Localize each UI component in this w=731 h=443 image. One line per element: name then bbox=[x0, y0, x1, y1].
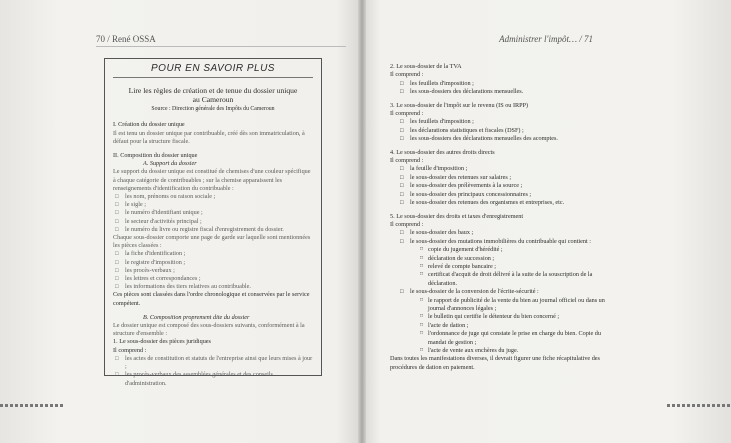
bullet-list bbox=[113, 250, 313, 291]
block-heading: 5. Le sous-dossier des droits et taxes d'enregistrement bbox=[390, 212, 524, 220]
list-item: □ copie du jugement d'hérédité ; bbox=[420, 246, 616, 254]
section-heading: II. Composition du dossier unique bbox=[113, 152, 198, 160]
list-item: □ le rapport de publicité de la vente du bien au journal officiel ou dans un journal d'annonces légales ; bbox=[420, 297, 616, 314]
header-rule bbox=[96, 46, 346, 47]
list-item: □ le sous-dossier des baux ; bbox=[400, 229, 616, 237]
list-item: □ les procès-verbaux ; bbox=[113, 267, 313, 275]
block-heading: 3. Le sous-dossier de l'impôt sur le revenu (IS ou IRPP) bbox=[390, 101, 529, 109]
running-head-right: Administrer l'impôt… / 71 bbox=[499, 34, 593, 44]
list-item: □ certificat d'acquit de droit délivré à la suite de la souscription de la déclaration. bbox=[420, 271, 616, 288]
page-edge-marks bbox=[667, 404, 731, 407]
list-item: □ la feuille d'imposition ; bbox=[400, 165, 616, 173]
check-list bbox=[390, 118, 616, 143]
right-page-body bbox=[390, 58, 616, 372]
list-item: □ le registre d'imposition ; bbox=[113, 259, 313, 267]
bullet-list bbox=[113, 355, 313, 388]
sub-list bbox=[390, 297, 616, 356]
list-item: □ l'acte de dation ; bbox=[420, 322, 616, 330]
list-item: □ les procès-verbaux des assemblées générales et des conseils d'administration. bbox=[113, 371, 313, 387]
numbered-intro: Il comprend : bbox=[113, 346, 147, 354]
section-paragraph: Il est tenu un dossier unique par contribuable, créé dès son immatriculation, à défaut pour la structure fiscale. bbox=[113, 129, 305, 145]
check-list bbox=[390, 229, 616, 246]
list-item: □ le sigle ; bbox=[113, 201, 313, 209]
list-item: □ le numéro du livre ou registre fiscal d'enregistrement du dossier. bbox=[113, 226, 313, 234]
section-heading: I. Création du dossier unique bbox=[113, 121, 185, 129]
section-subheading: B. Composition proprement dite du dossier bbox=[143, 313, 250, 321]
list-item: □ l'ordonnance de juge qui constate le prise en charge du bien. Copie du mandat de gestion ; bbox=[420, 330, 616, 347]
block-closing: Dans toutes les manifestations diverses, il devrait figurer une fiche récapitulative des procédures de dation en paiement. bbox=[390, 355, 600, 371]
list-item: □ les feuillets d'imposition ; bbox=[400, 80, 616, 88]
info-box bbox=[104, 58, 322, 387]
check-list bbox=[390, 288, 616, 296]
bullet-list bbox=[113, 193, 313, 234]
list-item: □ le sous-dossier des mutations immobilières du contribuable qui contient : bbox=[400, 238, 616, 246]
numbered-heading: 1. Le sous-dossier des pièces juridiques bbox=[113, 338, 211, 346]
list-item: □ le bulletin qui certifie le détenteur du bien concerné ; bbox=[420, 313, 616, 321]
block-heading: 4. Le sous-dossier des autres droits directs bbox=[390, 148, 495, 156]
list-item: □ le sous-dossier des prélèvements à la source ; bbox=[400, 182, 616, 190]
box-subtitle: Lire les règles de création et de tenue du dossier unique au Cameroun bbox=[128, 86, 298, 105]
check-list bbox=[390, 165, 616, 207]
section-subheading: A. Support du dossier bbox=[143, 160, 197, 168]
list-item: □ les lettres et correspondances ; bbox=[113, 275, 313, 283]
block-intro: Il comprend : bbox=[390, 157, 424, 165]
box-title: POUR EN SAVOIR PLUS bbox=[113, 65, 313, 78]
section-paragraph: Ces pièces sont classées dans l'ordre chronologique et conservées par le service compétent. bbox=[113, 291, 310, 307]
list-item: □ le sous-dossier des principaux concessionnaires ; bbox=[400, 191, 616, 199]
list-item: □ le numéro d'identifiant unique ; bbox=[113, 209, 313, 217]
block-intro: Il comprend : bbox=[390, 71, 424, 79]
block-intro: Il comprend : bbox=[390, 110, 424, 118]
box-source: Source : Direction générale des Impôts du Cameroun bbox=[151, 106, 275, 113]
list-item: □ l'acte de vente aux enchères du juge. bbox=[420, 347, 616, 355]
section-paragraph: Le support du dossier unique est constitué de chemises d'une couleur spécifique à chaque catégorie de contribuables ; sur la chemise apparaissent les renseignements d'identification du contribuable : bbox=[113, 168, 311, 192]
list-item: □ les feuillets d'imposition ; bbox=[400, 118, 616, 126]
list-item: □ les informations des tiers relatives au contribuable. bbox=[113, 283, 313, 291]
page-edge-marks bbox=[0, 404, 64, 407]
list-item: □ les actes de constitution et statuts de l'entreprise ainsi que leurs mises à jour ; bbox=[113, 355, 313, 371]
check-list bbox=[390, 80, 616, 97]
left-page bbox=[0, 0, 362, 443]
right-page bbox=[366, 0, 731, 443]
list-item: □ les nom, prénoms ou raison sociale ; bbox=[113, 193, 313, 201]
sub-list bbox=[390, 246, 616, 288]
book-gutter bbox=[358, 0, 366, 443]
list-item: □ le sous-dossier de la conversion de l'écrite-sécurité : bbox=[400, 288, 616, 296]
block-intro: Il comprend : bbox=[390, 220, 424, 228]
list-item: □ déclaration de succession ; bbox=[420, 255, 616, 263]
list-item: □ le sous-dossier des retenues des organismes et entreprises, etc. bbox=[400, 199, 616, 207]
section-paragraph: Le dossier unique est composé des sous-dossiers suivants, conformément à la structure d'ensemble : bbox=[113, 322, 305, 338]
running-head-left: 70 / René OSSA bbox=[96, 34, 156, 44]
list-item: □ les sous-dossiers des déclarations mensuelles. bbox=[400, 88, 616, 96]
block-heading: 2. Le sous-dossier de la TVA bbox=[390, 63, 462, 70]
list-item: □ le sous-dossier des retenues sur salaires ; bbox=[400, 174, 616, 182]
list-item: □ le secteur d'activités principal ; bbox=[113, 218, 313, 226]
list-item: □ les sous-dossiers des déclarations mensuelles des acomptes. bbox=[400, 135, 616, 143]
list-item: □ la fiche d'identification ; bbox=[113, 250, 313, 258]
list-item: □ relevé de compte bancaire ; bbox=[420, 263, 616, 271]
section-paragraph: Chaque sous-dossier comporte une page de garde sur laquelle sont mentionnées les pièces classées : bbox=[113, 234, 311, 250]
list-item: □ les déclarations statistiques et fiscales (DSF) ; bbox=[400, 127, 616, 135]
